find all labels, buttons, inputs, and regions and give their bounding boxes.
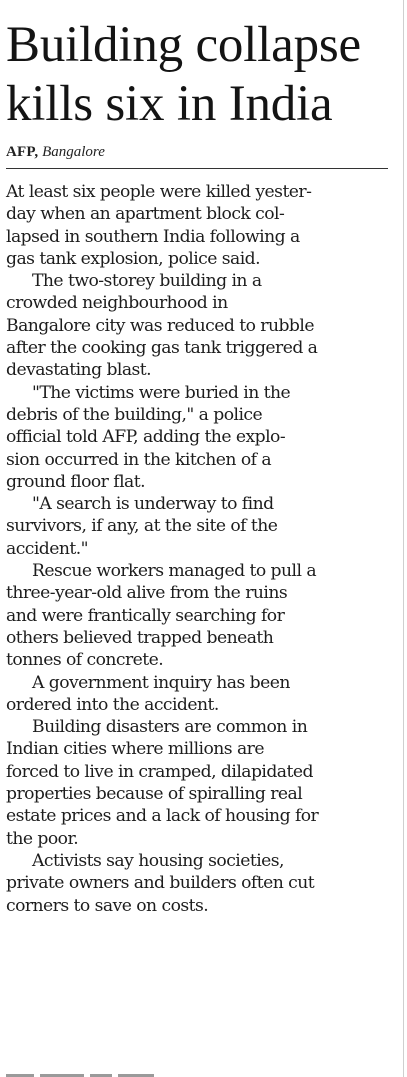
paragraph-line: the poor. xyxy=(6,828,79,849)
paragraph-line: private owners and builders often cut xyxy=(6,873,315,894)
paragraph-line: official told AFP, adding the explo- xyxy=(6,427,286,448)
paragraph-line: At least six people were killed yester- xyxy=(6,182,312,202)
paragraph-line: Bangalore city was reduced to rubble xyxy=(6,315,314,336)
paragraph-line: "A search is underway to find xyxy=(32,494,274,515)
byline xyxy=(6,143,394,161)
paragraph-line: accident." xyxy=(6,538,89,559)
paragraph-line: sion occurred in the kitchen of a xyxy=(6,449,272,470)
paragraph-line: devastating blast. xyxy=(6,360,152,381)
paragraph-line: gas tank explosion, police said. xyxy=(6,248,261,269)
news-article xyxy=(6,0,394,1077)
paragraph-line: Indian cities where millions are xyxy=(6,739,264,760)
next-line-cutoff xyxy=(6,1072,166,1077)
paragraph-line: tonnes of concrete. xyxy=(6,650,164,671)
article-paragraph xyxy=(6,672,390,717)
paragraph-line: Building disasters are common in xyxy=(32,717,308,738)
byline-agency: AFP, xyxy=(6,144,39,160)
paragraph-line: estate prices and a lack of housing for xyxy=(6,806,319,827)
article-paragraph xyxy=(6,270,390,381)
paragraph-line: Activists say housing societies, xyxy=(32,850,284,871)
paragraph-line: corners to save on costs. xyxy=(6,895,209,916)
article-paragraph xyxy=(6,493,390,560)
paragraph-line: ordered into the accident. xyxy=(6,694,219,715)
byline-dateline: Bangalore xyxy=(42,144,105,160)
paragraph-line: survivors, if any, at the site of the xyxy=(6,516,278,537)
paragraph-line: three-year-old alive from the ruins xyxy=(6,583,288,604)
article-paragraph xyxy=(6,716,390,850)
paragraph-line: "The victims were buried in the xyxy=(32,382,291,403)
paragraph-line: debris of the building," a police xyxy=(6,404,263,425)
paragraph-line: ground floor flat. xyxy=(6,471,145,492)
paragraph-line: and were frantically searching for xyxy=(6,605,285,626)
paragraph-line: The two-storey building in a xyxy=(32,271,262,292)
article-paragraph xyxy=(6,560,390,671)
paragraph-line: A government inquiry has been xyxy=(32,672,290,693)
paragraph-line: crowded neighbourhood in xyxy=(6,293,228,314)
byline-divider xyxy=(6,168,388,169)
article-paragraph xyxy=(6,181,390,270)
article-body xyxy=(6,181,390,917)
article-paragraph xyxy=(6,850,390,917)
paragraph-line: others believed trapped beneath xyxy=(6,627,274,648)
headline-line: kills six in India xyxy=(6,76,333,132)
paragraph-line: Rescue workers managed to pull a xyxy=(32,561,317,582)
column-divider xyxy=(403,0,404,1077)
paragraph-line: after the cooking gas tank triggered a xyxy=(6,338,318,359)
paragraph-line: day when an apartment block col- xyxy=(6,204,285,225)
headline xyxy=(6,0,394,134)
paragraph-line: lapsed in southern India following a xyxy=(6,226,300,247)
headline-line: Building collapse xyxy=(6,17,361,73)
paragraph-line: properties because of spiralling real xyxy=(6,784,303,805)
article-paragraph xyxy=(6,382,390,493)
paragraph-line: forced to live in cramped, dilapidated xyxy=(6,761,313,782)
